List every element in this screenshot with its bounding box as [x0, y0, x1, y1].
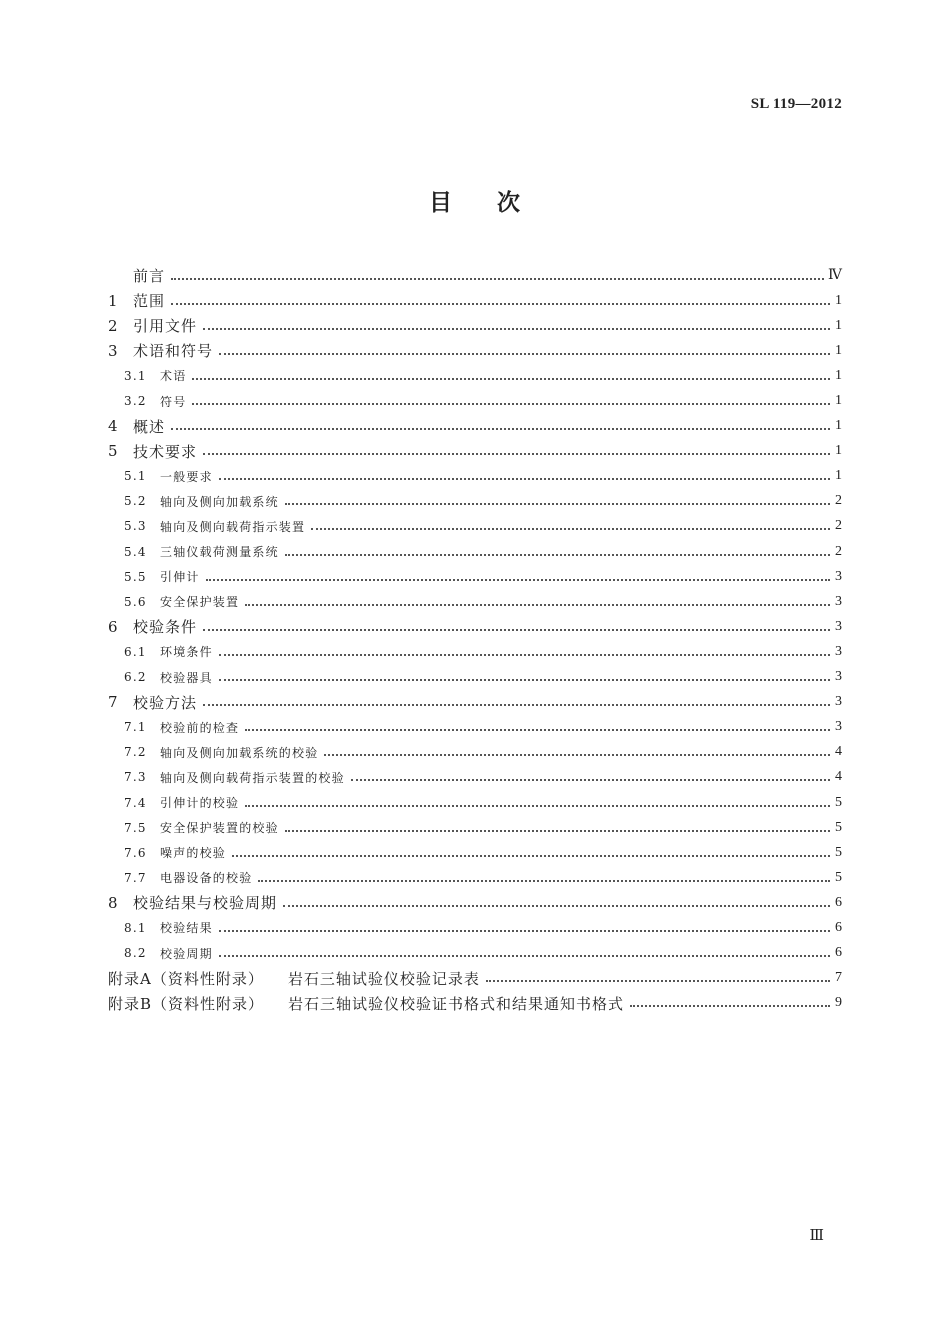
toc-entry-label: 校验方法: [133, 693, 198, 712]
toc-entry[interactable]: [108, 414, 842, 439]
toc-leader-dots: [192, 378, 830, 380]
toc-entry[interactable]: [108, 338, 842, 363]
toc-entry-page: 3: [835, 719, 842, 735]
toc-entry-number: 6.2: [124, 670, 147, 685]
toc-entry-page: 6: [835, 919, 842, 935]
toc-leader-dots: [219, 930, 830, 932]
toc-entry-page: 6: [835, 894, 842, 910]
toc-entry[interactable]: [108, 966, 842, 991]
toc-leader-dots: [285, 830, 830, 832]
toc-leader-dots: [285, 554, 830, 556]
toc-entry-label: 环境条件: [160, 645, 213, 660]
toc-entry[interactable]: [108, 464, 842, 489]
toc-entry-label: 轴向及侧向加载系统: [160, 494, 279, 509]
toc-entry-label: 电器设备的校验: [160, 871, 253, 886]
toc-entry-label: 概述: [133, 417, 166, 436]
toc-entry-label: 校验前的检查: [160, 720, 240, 735]
toc-entry-label: 校验结果: [160, 921, 213, 936]
toc-entry-label: 校验器具: [160, 670, 213, 685]
toc-leader-dots: [203, 328, 830, 330]
toc-leader-dots: [630, 1005, 830, 1007]
toc-entry-label: 安全保护装置的校验: [160, 821, 279, 836]
toc-entry[interactable]: [108, 840, 842, 865]
toc-entry-page: 1: [835, 468, 842, 484]
document-code: SL 119—2012: [750, 96, 842, 112]
toc-entry-page: 1: [835, 317, 842, 333]
toc-leader-dots: [192, 403, 830, 405]
toc-entry-label: 技术要求: [133, 442, 198, 461]
toc-entry-number: 8.2: [124, 946, 147, 961]
toc-entry[interactable]: [108, 991, 842, 1016]
toc-entry-number: 5.1: [124, 469, 147, 484]
toc-entry-label: 轴向及侧向加载系统的校验: [160, 745, 319, 760]
toc-leader-dots: [171, 278, 824, 280]
toc-entry-label: 引伸计: [160, 570, 200, 585]
toc-entry[interactable]: [108, 589, 842, 614]
toc-entry-number: 7.6: [124, 845, 147, 860]
toc-entry[interactable]: [108, 765, 842, 790]
toc-entry[interactable]: [108, 815, 842, 840]
toc-entry[interactable]: [108, 890, 842, 915]
toc-entry-page: 1: [835, 418, 842, 434]
toc-entry[interactable]: [108, 288, 842, 313]
toc-leader-dots: [219, 955, 830, 957]
toc-entry-page: 3: [835, 669, 842, 685]
toc-entry[interactable]: [108, 715, 842, 740]
toc-entry-label: [108, 993, 624, 1014]
toc-leader-dots: [283, 905, 830, 907]
toc-entry-page: 7: [835, 970, 842, 986]
toc-entry-page: 2: [835, 543, 842, 559]
toc-entry-page: 3: [835, 643, 842, 659]
toc-entry-page: 3: [835, 568, 842, 584]
appendix-designation: 附录B（资料性附录）: [108, 994, 265, 1013]
toc-leader-dots: [311, 528, 830, 530]
toc-entry-page: 3: [835, 694, 842, 710]
toc-entry-number: 7.5: [124, 820, 147, 835]
toc-entry-label: [108, 968, 480, 989]
toc-leader-dots: [219, 353, 830, 355]
toc-leader-dots: [219, 478, 830, 480]
toc-entry-page: 3: [835, 593, 842, 609]
toc-entry-number: 1: [108, 291, 119, 310]
toc-entry-label: 符号: [160, 394, 187, 409]
toc-entry[interactable]: [108, 388, 842, 413]
toc-entry-label: 三轴仪载荷测量系统: [160, 545, 279, 560]
toc-entry-page: 4: [835, 769, 842, 785]
toc-entry-page: 2: [835, 518, 842, 534]
toc-entry-label: 引伸计的校验: [160, 796, 240, 811]
toc-leader-dots: [285, 503, 830, 505]
toc-entry[interactable]: [108, 363, 842, 388]
toc-entry-label: 校验结果与校验周期: [133, 894, 278, 913]
toc-entry-label: 噪声的校验: [160, 846, 227, 861]
toc-entry[interactable]: [108, 539, 842, 564]
toc-leader-dots: [171, 303, 830, 305]
appendix-title: 岩石三轴试验仪校验记录表: [287, 969, 480, 988]
toc-entry-label: 轴向及侧向载荷指示装置: [160, 519, 306, 534]
toc-leader-dots: [486, 980, 830, 982]
toc-entry-number: 2: [108, 316, 119, 335]
toc-entry[interactable]: [108, 740, 842, 765]
toc-entry-label: 前言: [133, 267, 166, 286]
toc-entry[interactable]: [108, 665, 842, 690]
toc-entry-number: 5: [108, 442, 119, 461]
toc-entry-page: 5: [835, 794, 842, 810]
toc-entry-page: 1: [835, 367, 842, 383]
toc-entry[interactable]: [108, 514, 842, 539]
title-char-2: 次: [497, 190, 521, 216]
toc-entry-number: 7.3: [124, 770, 147, 785]
appendix-title: 岩石三轴试验仪校验证书格式和结果通知书格式: [288, 994, 625, 1013]
toc-entry-number: 7: [108, 693, 119, 712]
toc-entry-number: 7.1: [124, 720, 147, 735]
toc-entry-label: 一般要求: [160, 469, 213, 484]
toc-entry-label: 术语和符号: [133, 342, 214, 361]
toc-entry-page: 4: [835, 744, 842, 760]
toc-entry[interactable]: [108, 915, 842, 940]
toc-entry-page: 6: [835, 945, 842, 961]
toc-entry[interactable]: [108, 564, 842, 589]
title-char-1: 目: [429, 190, 453, 216]
toc-entry[interactable]: [108, 941, 842, 966]
toc-leader-dots: [232, 855, 830, 857]
toc-entry[interactable]: [108, 614, 842, 639]
toc-entry[interactable]: [108, 439, 842, 464]
toc-entry-label: 校验条件: [133, 618, 198, 637]
toc-leader-dots: [219, 679, 830, 681]
toc-entry-number: 8: [108, 893, 119, 912]
toc-entry[interactable]: [108, 790, 842, 815]
toc-entry-page: Ⅳ: [828, 268, 842, 284]
toc-leader-dots: [245, 805, 830, 807]
toc-entry-number: 5.2: [124, 494, 147, 509]
toc-entry-page: 5: [835, 819, 842, 835]
toc-entry-label: 轴向及侧向载荷指示装置的校验: [160, 770, 345, 785]
toc-entry[interactable]: [108, 263, 842, 288]
toc-entry[interactable]: [108, 865, 842, 890]
toc-entry[interactable]: [108, 690, 842, 715]
toc-entry-label: 引用文件: [133, 317, 198, 336]
toc-entry-page: 3: [835, 618, 842, 634]
toc-entry-page: 1: [835, 393, 842, 409]
toc-leader-dots: [324, 754, 830, 756]
toc-entry-page: 5: [835, 869, 842, 885]
toc-leader-dots: [258, 880, 830, 882]
toc-entry-label: 范围: [133, 292, 166, 311]
toc-leader-dots: [351, 779, 830, 781]
toc-entry-number: 7.7: [124, 870, 147, 885]
toc-leader-dots: [203, 629, 830, 631]
toc-entry-page: 5: [835, 844, 842, 860]
toc-entry-number: 3.2: [124, 394, 147, 409]
toc-entry-number: 5.4: [124, 544, 147, 559]
table-of-contents: [108, 263, 842, 1016]
toc-entry-number: 4: [108, 417, 119, 436]
toc-leader-dots: [171, 428, 830, 430]
toc-entry-number: 8.1: [124, 920, 147, 935]
toc-entry-number: 5.5: [124, 569, 147, 584]
page-title: [0, 184, 950, 217]
toc-entry[interactable]: [108, 313, 842, 338]
toc-entry-page: 1: [835, 443, 842, 459]
toc-leader-dots: [206, 579, 830, 581]
toc-entry-page: 1: [835, 292, 842, 308]
toc-entry-number: 6: [108, 617, 119, 636]
toc-entry-label: 安全保护装置: [160, 595, 240, 610]
toc-leader-dots: [203, 704, 830, 706]
toc-entry[interactable]: [108, 489, 842, 514]
appendix-designation: 附录A（资料性附录）: [108, 969, 264, 988]
toc-leader-dots: [219, 654, 830, 656]
page-number: Ⅲ: [809, 1228, 824, 1244]
toc-entry-number: 7.4: [124, 795, 147, 810]
toc-entry-number: 5.6: [124, 594, 147, 609]
toc-entry-page: 1: [835, 342, 842, 358]
toc-entry-number: 3: [108, 341, 119, 360]
toc-entry-number: 6.1: [124, 644, 147, 659]
toc-leader-dots: [245, 604, 830, 606]
toc-leader-dots: [245, 729, 830, 731]
toc-entry-page: 2: [835, 493, 842, 509]
toc-entry-number: 5.3: [124, 519, 147, 534]
toc-entry-number: 3.1: [124, 368, 147, 383]
toc-entry[interactable]: [108, 639, 842, 664]
toc-entry-number: 7.2: [124, 745, 147, 760]
toc-entry-label: 术语: [160, 369, 187, 384]
toc-entry-label: 校验周期: [160, 946, 213, 961]
toc-leader-dots: [203, 453, 830, 455]
toc-entry-page: 9: [835, 995, 842, 1011]
